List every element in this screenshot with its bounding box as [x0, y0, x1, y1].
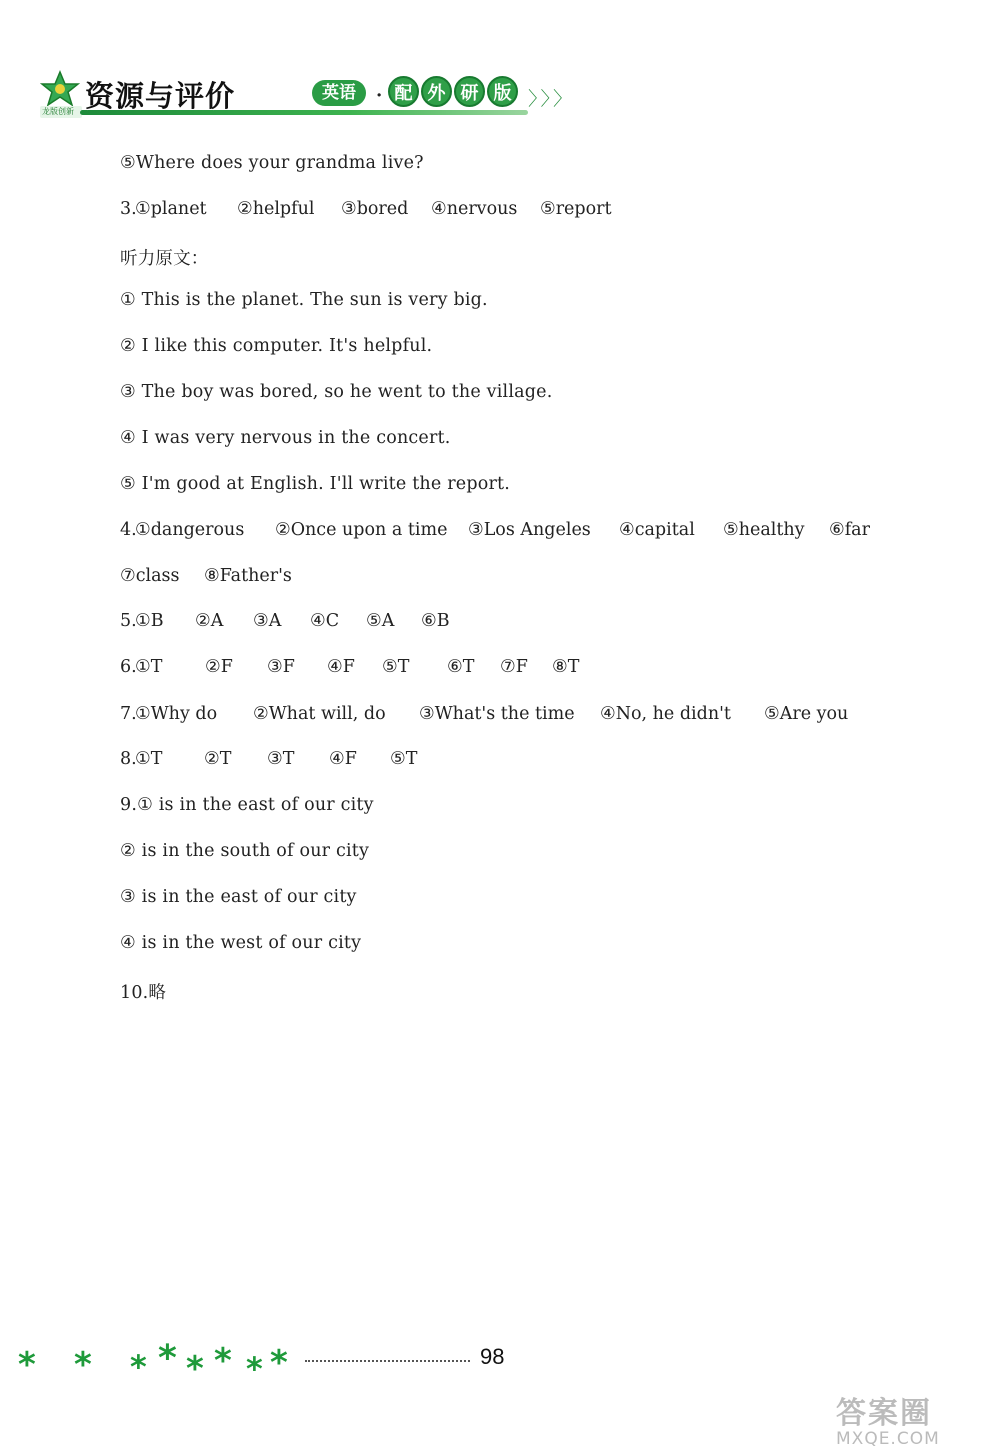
answer-line: 9.① is in the east of our city [120, 795, 374, 815]
answer-item: ④nervous [431, 199, 518, 219]
answer-item: ③T [267, 749, 295, 769]
answer-item: ②T [204, 749, 232, 769]
transcript-line: ① This is the planet. The sun is very big. [120, 290, 488, 310]
answer-item: ⑧T [552, 657, 580, 677]
answer-item: ⑤T [382, 657, 410, 677]
chevron-right-icon: 〉〉〉 [528, 88, 576, 110]
answer-item: ③bored [341, 199, 409, 219]
question-number: 4. [120, 520, 137, 540]
answer-item: ②What will, do [253, 704, 386, 724]
answer-item: ①T [135, 657, 163, 677]
answer-item: ⑤report [540, 199, 612, 219]
transcript-label: 听力原文： [120, 249, 209, 269]
answer-line: ③ is in the east of our city [120, 887, 357, 907]
question-number: 7. [120, 704, 137, 724]
star-icon: * [186, 1349, 204, 1382]
star-icon: * [246, 1350, 263, 1382]
subject-badge: 英语 [312, 80, 366, 106]
answer-item: ②A [195, 611, 224, 631]
answer-item: ②F [205, 657, 233, 677]
answer-item: ⑤healthy [723, 520, 805, 540]
answer-item: ①dangerous [135, 520, 245, 540]
answer-line: ④ is in the west of our city [120, 933, 362, 953]
star-icon: * [74, 1345, 92, 1382]
book-title: 资源与评价 [85, 79, 236, 113]
watermark-url: MXQE.COM [836, 1429, 940, 1449]
edition-char: 外 [421, 76, 452, 107]
edition-char: 版 [487, 76, 518, 107]
footer-leader-dots [305, 1350, 470, 1362]
answer-item: ③Los Angeles [468, 520, 591, 540]
page-header [38, 68, 576, 128]
answer-item: ④capital [619, 520, 695, 540]
answer-item: ④F [329, 749, 357, 769]
transcript-line: ③ The boy was bored, so he went to the village. [120, 382, 553, 402]
answer-item: ⑦class [120, 566, 180, 586]
footer-stars-icon [18, 1342, 308, 1382]
question-number: 3. [120, 199, 137, 219]
answer-item: ⑦F [500, 657, 528, 677]
page-number: 98 [480, 1344, 505, 1369]
transcript-line: ④ I was very nervous in the concert. [120, 428, 451, 448]
question-number: 8. [120, 749, 137, 769]
answer-item: ④F [327, 657, 355, 677]
question-number: 6. [120, 657, 137, 677]
answer-item: ②helpful [237, 199, 315, 219]
answer-item: ②Once upon a time [275, 520, 448, 540]
answer-item: ①B [135, 611, 164, 631]
watermark-logo: 答案圈 [836, 1396, 932, 1431]
answer-line: ② is in the south of our city [120, 841, 370, 861]
answer-item: ③What's the time [419, 704, 575, 724]
answer-item: ⑤A [366, 611, 395, 631]
answer-item: ⑤T [390, 749, 418, 769]
answer-item: ①Why do [135, 704, 218, 724]
answer-item: ⑧Father's [204, 566, 292, 586]
answer-item: ⑤Are you [764, 704, 849, 724]
header-title-bar [80, 76, 576, 116]
answer-item: ①planet [135, 199, 207, 219]
transcript-line: ② I like this computer. It's helpful. [120, 336, 433, 356]
answer-item: ④C [310, 611, 340, 631]
star-icon: * [214, 1342, 232, 1381]
answer-line: 10.略 [120, 983, 167, 1003]
answer-item: ③F [267, 657, 295, 677]
answer-item: ⑥B [421, 611, 450, 631]
answer-item: ⑥T [447, 657, 475, 677]
title-separator: · [376, 85, 383, 106]
answer-line: ⑤Where does your grandma live? [120, 153, 424, 173]
answer-item: ③A [253, 611, 282, 631]
question-number: 5. [120, 611, 137, 631]
answer-item: ⑥far [829, 520, 870, 540]
edition-char: 研 [454, 76, 485, 107]
answer-item: ①T [135, 749, 163, 769]
answer-item: ④No, he didn't [600, 704, 731, 724]
transcript-line: ⑤ I'm good at English. I'll write the report. [120, 474, 511, 494]
star-icon: * [130, 1348, 147, 1382]
watermark [836, 1398, 988, 1450]
star-icon: * [18, 1345, 36, 1382]
star-icon: * [158, 1342, 177, 1379]
edition-badges [388, 76, 518, 107]
edition-char: 配 [388, 76, 419, 107]
publisher-logo-text: 龙版创新 [42, 107, 74, 116]
star-icon: * [270, 1343, 288, 1382]
